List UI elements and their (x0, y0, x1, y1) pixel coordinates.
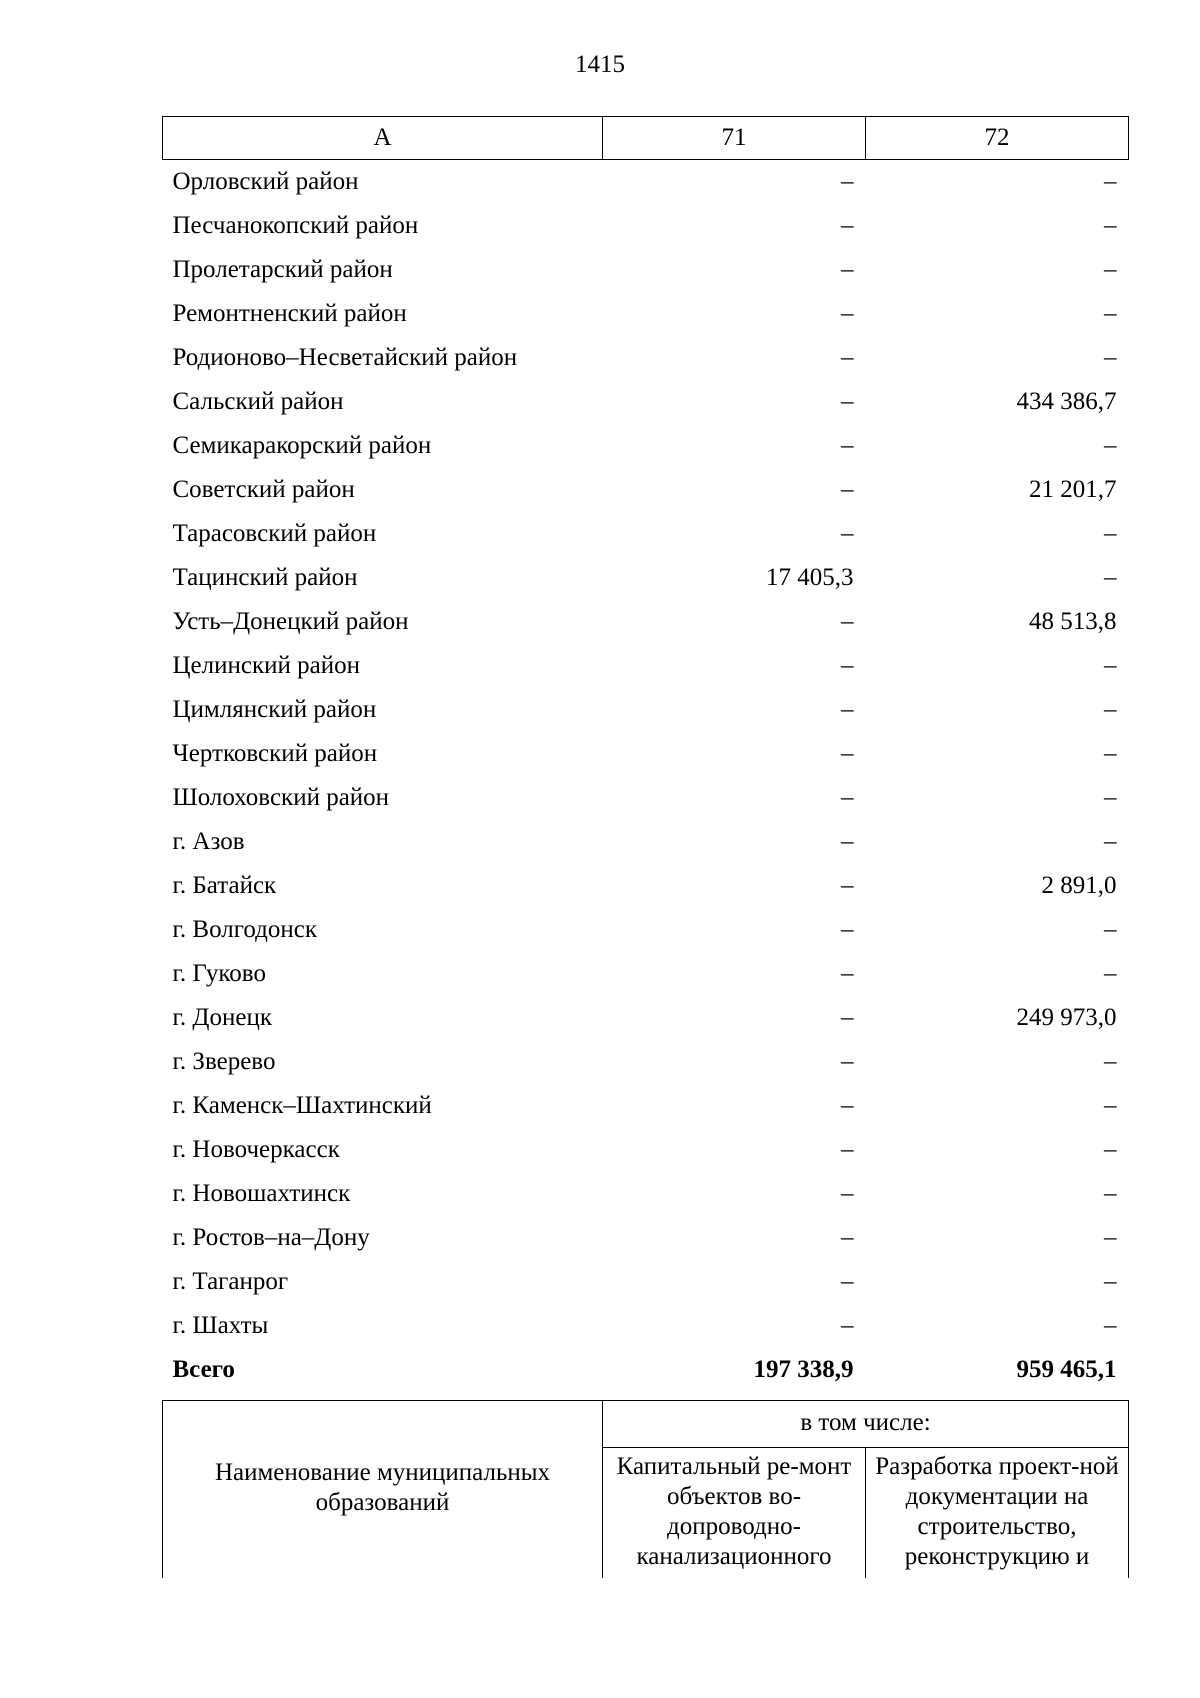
table-row (163, 1260, 1129, 1304)
row-value-71: – (841, 256, 854, 283)
row-name: Тарасовский район (172, 520, 377, 547)
row-name: г. Донецк (172, 1004, 272, 1031)
table-body (163, 160, 1129, 1393)
row-name: Песчанокопский район (172, 212, 419, 239)
row-name: г. Гуково (172, 960, 266, 987)
row-value-72: 2 891,0 (1041, 872, 1117, 899)
row-value-71: – (841, 696, 854, 723)
table-row (163, 732, 1129, 776)
row-value-71: – (841, 960, 854, 987)
row-name: г. Батайск (172, 872, 277, 899)
table-row (163, 292, 1129, 336)
row-value-71: – (841, 916, 854, 943)
row-value-71: – (841, 828, 854, 855)
header-capital-repair: Капитальный ре-монт объектов во-допроводно-канализационного (603, 1448, 866, 1578)
table-row (163, 1040, 1129, 1084)
row-name: Тацинский район (172, 564, 358, 591)
table-row (163, 952, 1129, 996)
row-value-72: – (1104, 300, 1117, 327)
row-value-72: – (1104, 256, 1117, 283)
row-value-72: – (1104, 1312, 1117, 1339)
header-col-a: А (163, 117, 603, 160)
row-value-71: – (841, 432, 854, 459)
row-name: г. Азов (172, 828, 245, 855)
row-value-72: – (1104, 784, 1117, 811)
row-value-71: – (841, 1136, 854, 1163)
row-value-71: – (841, 1092, 854, 1119)
row-value-71: – (841, 784, 854, 811)
row-value-71: – (841, 344, 854, 371)
table-header-row (163, 117, 1129, 160)
table-row (163, 644, 1129, 688)
row-value-72: – (1104, 740, 1117, 767)
table-row (163, 1304, 1129, 1348)
row-value-71: – (841, 212, 854, 239)
table-row (163, 248, 1129, 292)
row-value-71: – (841, 740, 854, 767)
table-row (163, 864, 1129, 908)
table-row (163, 336, 1129, 380)
row-value-71: 17 405,3 (766, 564, 854, 591)
row-value-72: – (1104, 344, 1117, 371)
row-name: Ремонтненский район (172, 300, 407, 327)
row-value-72: – (1104, 212, 1117, 239)
row-name: Пролетарский район (172, 256, 393, 283)
row-value-72: – (1104, 1224, 1117, 1251)
data-table (162, 116, 1129, 1392)
total-value-72: 959 465,1 (1016, 1356, 1117, 1383)
table-row (163, 556, 1129, 600)
table-row (163, 424, 1129, 468)
row-value-72: – (1104, 520, 1117, 547)
row-name: Орловский район (172, 168, 359, 195)
table-row (163, 380, 1129, 424)
table-row (163, 468, 1129, 512)
row-value-71: – (841, 652, 854, 679)
row-value-72: 249 973,0 (1016, 1004, 1117, 1031)
total-label: Всего (172, 1356, 235, 1383)
row-value-71: – (841, 388, 854, 415)
header-col-71: 71 (603, 117, 866, 160)
row-value-71: – (841, 476, 854, 503)
row-name: г. Волгодонск (172, 916, 318, 943)
total-row (163, 1348, 1129, 1392)
row-value-72: – (1104, 168, 1117, 195)
row-value-71: – (841, 1312, 854, 1339)
row-value-72: 48 513,8 (1029, 608, 1117, 635)
row-value-72: – (1104, 828, 1117, 855)
row-value-72: – (1104, 1180, 1117, 1207)
row-name: Цимлянский район (172, 696, 377, 723)
table-row (163, 1216, 1129, 1260)
row-value-72: – (1104, 564, 1117, 591)
header-municipal-names: Наименование муниципальных образований (163, 1401, 603, 1579)
row-name: г. Ростов–на–Дону (172, 1224, 370, 1251)
header-including: в том числе: (603, 1401, 1129, 1448)
row-name: г. Таганрог (172, 1268, 289, 1295)
row-name: г. Новочеркасск (172, 1136, 340, 1163)
table-row (163, 1172, 1129, 1216)
row-value-72: – (1104, 652, 1117, 679)
page-number: 1415 (575, 51, 625, 78)
row-value-72: – (1104, 916, 1117, 943)
row-name: Родионово–Несветайский район (172, 344, 518, 371)
row-value-72: 434 386,7 (1016, 388, 1117, 415)
row-name: Сальский район (172, 388, 344, 415)
row-name: г. Каменск–Шахтинский (172, 1092, 432, 1119)
row-name: г. Новошахтинск (172, 1180, 351, 1207)
row-value-72: – (1104, 1048, 1117, 1075)
row-value-71: – (841, 1180, 854, 1207)
row-name: г. Зверево (172, 1048, 276, 1075)
row-value-71: – (841, 300, 854, 327)
row-value-71: – (841, 1224, 854, 1251)
table-row (163, 204, 1129, 248)
header-col-72: 72 (866, 117, 1129, 160)
row-value-71: – (841, 1048, 854, 1075)
table-row (163, 908, 1129, 952)
row-value-71: – (841, 168, 854, 195)
row-value-72: – (1104, 960, 1117, 987)
table-row (163, 820, 1129, 864)
row-value-72: – (1104, 1092, 1117, 1119)
table-row (163, 600, 1129, 644)
continuation-header-table (162, 1400, 1129, 1578)
table-row (163, 688, 1129, 732)
table-row (163, 1128, 1129, 1172)
row-value-71: – (841, 872, 854, 899)
total-value-71: 197 338,9 (753, 1356, 854, 1383)
row-name: Семикаракорский район (172, 432, 432, 459)
row-name: Усть–Донецкий район (172, 608, 409, 635)
row-value-72: – (1104, 1136, 1117, 1163)
row-value-72: – (1104, 432, 1117, 459)
row-value-71: – (841, 520, 854, 547)
header-design-docs: Разработка проект-ной документации на строительство, реконструкцию и (866, 1448, 1129, 1578)
row-value-72: – (1104, 1268, 1117, 1295)
row-name: Целинский район (172, 652, 360, 679)
table-row (163, 776, 1129, 820)
row-value-72: – (1104, 696, 1117, 723)
row-value-71: – (841, 608, 854, 635)
table-row (163, 160, 1129, 205)
table-row (163, 512, 1129, 556)
row-name: Советский район (172, 476, 355, 503)
table-row (163, 1084, 1129, 1128)
row-value-71: – (841, 1268, 854, 1295)
row-value-72: 21 201,7 (1029, 476, 1117, 503)
row-name: г. Шахты (172, 1312, 269, 1339)
table-row (163, 996, 1129, 1040)
row-value-71: – (841, 1004, 854, 1031)
row-name: Чертковский район (172, 740, 378, 767)
row-name: Шолоховский район (172, 784, 390, 811)
